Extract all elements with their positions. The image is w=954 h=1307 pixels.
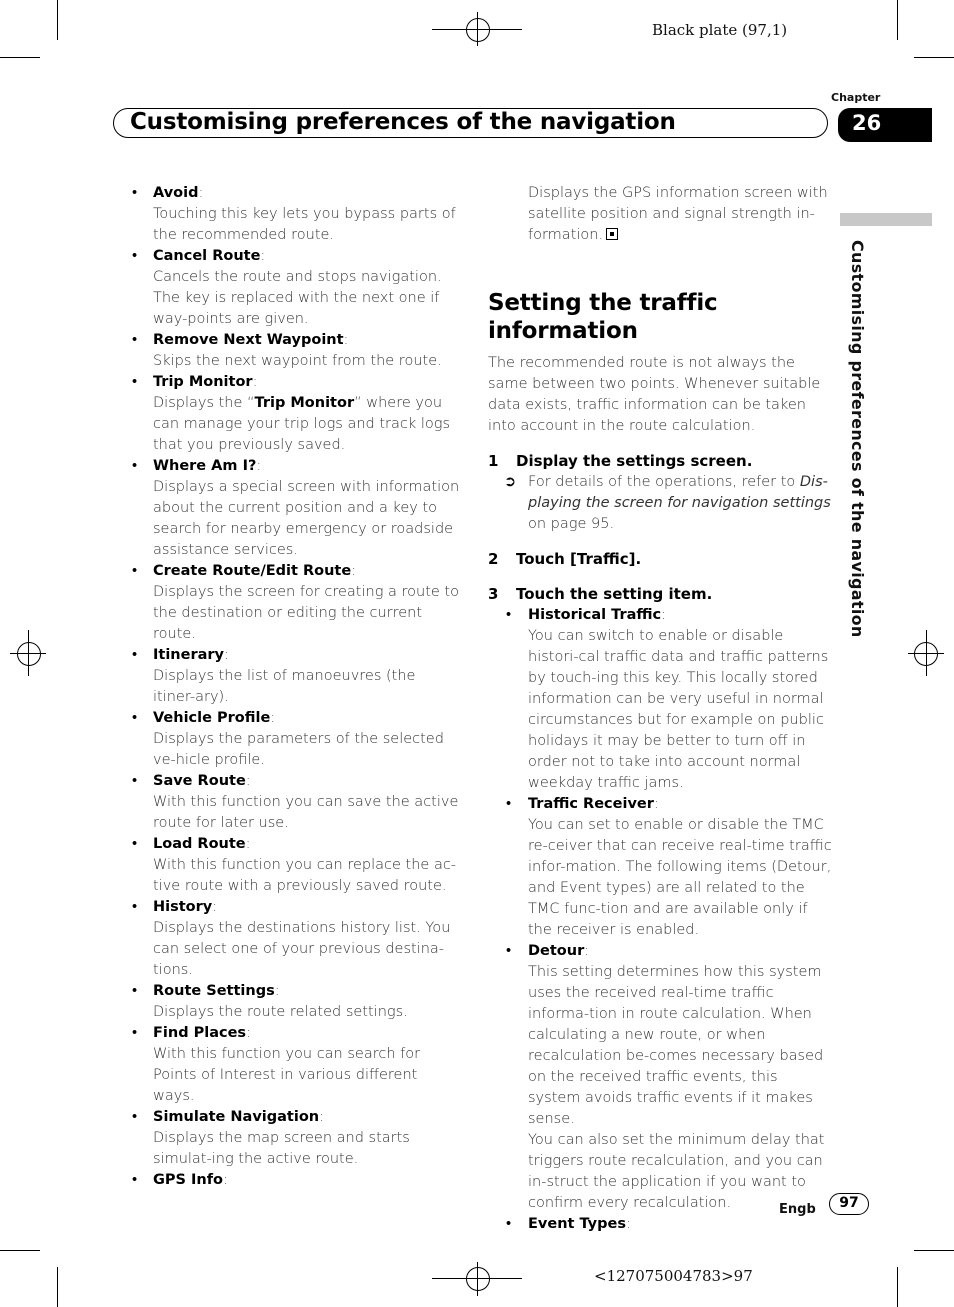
bullet-icon: • <box>132 332 138 348</box>
step-number: 2 <box>488 550 499 568</box>
item-term: Traffic Receiver <box>528 796 654 812</box>
item-term: Cancel Route <box>153 248 261 264</box>
item-term: Trip Monitor <box>153 374 253 390</box>
item-desc: With this function you can save the active route for later use. <box>153 794 459 831</box>
item-term: Detour <box>528 943 585 959</box>
registration-mark <box>466 1267 490 1291</box>
item-term: Remove Next Waypoint <box>153 332 344 348</box>
item-desc: With this function you can search for Points of Interest in various different ways. <box>153 1046 421 1104</box>
side-title: Customising preferences of the navigation <box>848 240 867 638</box>
document-code: <127075004783>97 <box>594 1267 753 1285</box>
step-number: 1 <box>488 452 499 470</box>
item-desc: Displays the screen for creating a route to the destination or editing the current route. <box>153 584 459 642</box>
desc-text: Displays the GPS information screen with satellite position and signal strength in-formation. <box>528 185 828 243</box>
chapter-number: 26 <box>838 108 932 142</box>
crop-mark <box>914 1250 954 1251</box>
bullet-icon: • <box>132 1172 138 1188</box>
item-term: Save Route <box>153 773 246 789</box>
bullet-icon: • <box>506 1216 512 1232</box>
list-item: • Find Places: With this function you can search for Points of Interest in various different ways. <box>130 1023 460 1107</box>
plate-label: Black plate (97,1) <box>652 21 788 39</box>
list-item: • Create Route/Edit Route: Displays the screen for creating a route to the destination or editing the current route. <box>130 561 460 645</box>
list-item: • Trip Monitor: Displays the “Trip Monitor” where you can manage your trip logs and track logs that you previously saved. <box>130 372 460 456</box>
list-item: • Avoid: Touching this key lets you bypass parts of the recommended route. <box>130 183 460 246</box>
step-3 <box>488 584 833 605</box>
item-term: Avoid <box>153 185 199 201</box>
crop-mark <box>57 0 58 40</box>
bullet-icon: • <box>132 248 138 264</box>
item-desc: You can set to enable or disable the TMC re-ceiver that can receive real-time traffic infor-mation. The following items (Detour, and Event types) are all related to the TMC func-tion and are available only if the receiver is enabled. <box>528 817 832 938</box>
item-term: Vehicle Profile <box>153 710 271 726</box>
item-desc: You can switch to enable or disable histori-cal traffic data and traffic patterns by touch-ing this key. This locally stored information can be very useful in normal circumstances but for example on public holidays it may be better to turn off in order not to take into account normal weekday traffic jams. <box>528 628 829 791</box>
list-item: • Remove Next Waypoint: Skips the next waypoint from the route. <box>130 330 460 372</box>
item-term: History <box>153 899 213 915</box>
bullet-icon: • <box>132 983 138 999</box>
note-text: For details of the operations, refer to <box>528 474 800 490</box>
bullet-icon: • <box>506 943 512 959</box>
item-term: Load Route <box>153 836 246 852</box>
item-term: Create Route/Edit Route <box>153 563 352 579</box>
bullet-icon: • <box>132 836 138 852</box>
step-1 <box>488 451 833 472</box>
section-heading: Setting the traffic information <box>488 290 718 344</box>
list-item: • Vehicle Profile: Displays the parameters of the selected ve-hicle profile. <box>130 708 460 771</box>
item-desc: Skips the next waypoint from the route. <box>153 353 442 369</box>
bullet-icon: • <box>132 899 138 915</box>
item-desc: Cancels the route and stops navigation. The key is replaced with the next one if way-points are given. <box>153 269 442 327</box>
language-code: Engb <box>779 1202 816 1217</box>
registration-mark <box>466 18 490 42</box>
bullet-icon: • <box>506 796 512 812</box>
bullet-icon: • <box>132 374 138 390</box>
item-term: Route Settings <box>153 983 275 999</box>
bullet-icon: • <box>132 1025 138 1041</box>
list-item: • Historical Traffic: You can switch to enable or disable histori-cal traffic data and traffic patterns by touch-ing this key. This locally stored information can be very useful in normal circumstances but for example on public holidays it may be better to turn off in order not to take into account normal weekday traffic jams. <box>488 605 833 794</box>
list-item: • Save Route: With this function you can save the active route for later use. <box>130 771 460 834</box>
right-column <box>488 183 833 1235</box>
list-item: • Load Route: With this function you can replace the ac-tive route with a previously saved route. <box>130 834 460 897</box>
desc-text: Displays the “ <box>153 395 255 411</box>
list-item: • Cancel Route: Cancels the route and stops navigation. The key is replaced with the next one if way-points are given. <box>130 246 460 330</box>
item-desc: With this function you can replace the ac-tive route with a previously saved route. <box>153 857 457 894</box>
crop-mark <box>0 1250 40 1251</box>
step-number: 3 <box>488 585 499 603</box>
bullet-icon: • <box>132 647 138 663</box>
left-column <box>130 183 460 1191</box>
crop-mark <box>57 1267 58 1307</box>
item-desc-extra: You can also set the minimum delay that triggers route recalculation, and you can in-struct the application if you want to confirm every recalculation. <box>528 1132 825 1211</box>
list-item: • Event Types: <box>488 1214 833 1235</box>
item-desc: Displays the destinations history list. You can select one of your previous destina-tions. <box>153 920 451 978</box>
list-item: • History: Displays the destinations history list. You can select one of your previous destina-tions. <box>130 897 460 981</box>
item-desc <box>153 393 460 456</box>
item-term: Find Places <box>153 1025 247 1041</box>
arrow-icon: ➲ <box>504 474 517 490</box>
step-2 <box>488 549 833 570</box>
list-item: • GPS Info: <box>130 1170 460 1191</box>
item-desc: Displays the route related settings. <box>153 1004 408 1020</box>
crop-mark <box>897 1267 898 1307</box>
item-term: Simulate Navigation <box>153 1109 320 1125</box>
registration-mark <box>914 642 938 666</box>
bullet-icon: • <box>132 773 138 789</box>
item-desc: This setting determines how this system uses the received real-time traffic informa-tion in route calculation. When calculating a new route, or when recalculation be-comes necessary based on the received traffic events, this system avoids traffic events if it makes sense. <box>528 964 824 1127</box>
note-reference: Dis-playing the screen for navigation settings <box>528 474 831 511</box>
bullet-icon: • <box>132 185 138 201</box>
registration-mark <box>17 642 41 666</box>
note <box>488 472 833 535</box>
end-mark-icon <box>606 228 618 240</box>
item-term: Event Types <box>528 1216 626 1232</box>
side-tab <box>840 213 932 226</box>
inline-term: Trip Monitor <box>254 395 355 411</box>
item-term: Where Am I? <box>153 458 257 474</box>
step-label: Touch the setting item. <box>516 585 713 603</box>
bullet-icon: • <box>132 1109 138 1125</box>
note-text: on page 95. <box>528 516 615 532</box>
item-desc: Displays the map screen and starts simulat-ing the active route. <box>153 1130 410 1167</box>
page-title: Customising preferences of the navigation <box>130 109 676 135</box>
item-desc: Displays the list of manoeuvres (the itiner-ary). <box>153 668 416 705</box>
desc-text: ” where you can manage your trip logs and track logs that you previously saved. <box>153 395 450 453</box>
item-desc: Displays a special screen with information about the current position and a key to search for nearby emergency or roadside assistance services. <box>153 479 460 558</box>
bullet-icon: • <box>132 458 138 474</box>
list-item: • Detour: This setting determines how this system uses the received real-time traffic informa-tion in route calculation. When calculating a new route, or when recalculation be-comes necessary based on the received traffic events, this system avoids traffic events if it makes sense. You can also set the minimum delay that triggers route recalculation, and you can in-struct the application if you want to confirm every recalculation. <box>488 941 833 1214</box>
item-desc: Touching this key lets you bypass parts of the recommended route. <box>153 206 456 243</box>
list-item: • Route Settings: Displays the route related settings. <box>130 981 460 1023</box>
item-desc: Displays the parameters of the selected ve-hicle profile. <box>153 731 444 768</box>
list-item: • Itinerary: Displays the list of manoeuvres (the itiner-ary). <box>130 645 460 708</box>
bullet-icon: • <box>132 710 138 726</box>
bullet-icon: • <box>132 563 138 579</box>
crop-mark <box>897 0 898 40</box>
crop-mark <box>0 57 40 58</box>
page-number: 97 <box>829 1193 869 1215</box>
step-label: Touch [Traffic]. <box>516 550 642 568</box>
list-item: • Where Am I?: Displays a special screen with information about the current position and a key to search for nearby emergency or roadside assistance services. <box>130 456 460 561</box>
gps-info-desc <box>488 183 833 246</box>
item-term: Itinerary <box>153 647 224 663</box>
bullet-icon: • <box>506 607 512 623</box>
item-term: GPS Info <box>153 1172 224 1188</box>
intro-text: The recommended route is not always the same between two points. Whenever suitable data exists, traffic information can be taken into account in the route calculation. <box>488 355 821 434</box>
crop-mark <box>914 57 954 58</box>
step-label: Display the settings screen. <box>516 452 753 470</box>
chapter-label: Chapter <box>831 91 881 104</box>
list-item: • Simulate Navigation: Displays the map screen and starts simulat-ing the active route. <box>130 1107 460 1170</box>
item-term: Historical Traffic <box>528 607 662 623</box>
list-item: • Traffic Receiver: You can set to enable or disable the TMC re-ceiver that can receive real-time traffic infor-mation. The following items (Detour, and Event types) are all related to the TMC func-tion and are available only if the receiver is enabled. <box>488 794 833 941</box>
